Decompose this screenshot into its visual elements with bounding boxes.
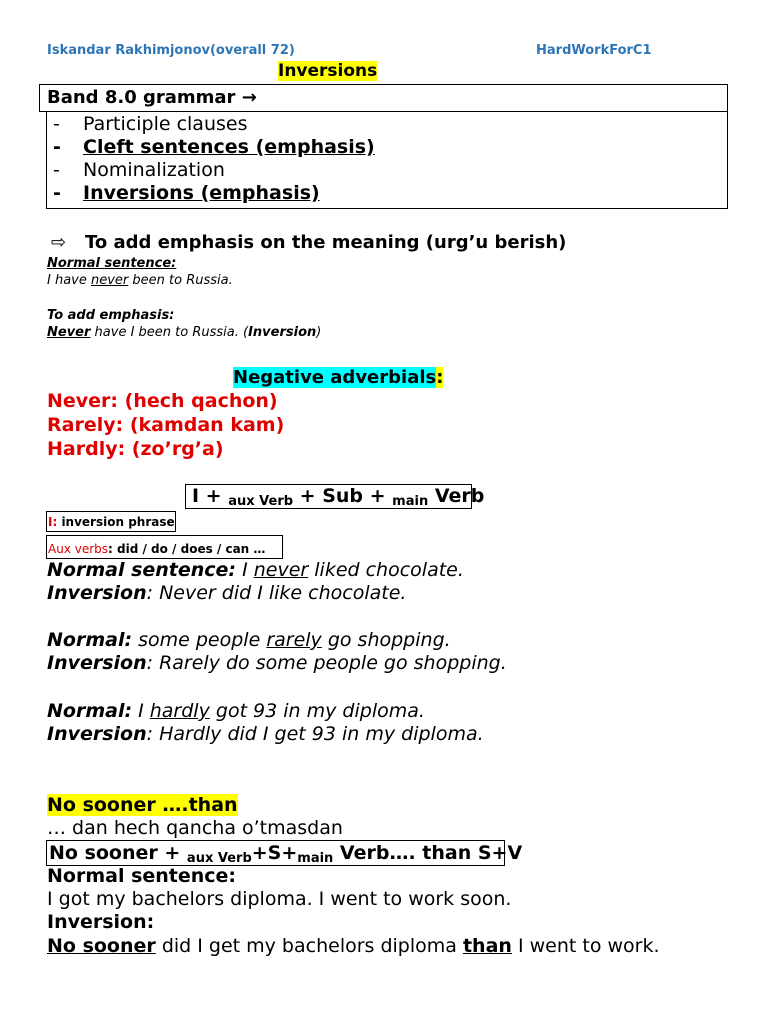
band-heading-box [39,84,728,112]
list-item: - Participle clauses [53,113,248,135]
legend-inversion: I: inversion phrase [48,515,175,529]
pair-inversion-sentence: Inversion: Never did I like chocolate. [47,582,407,604]
no-sooner-translation: … dan hech qancha o’tmasdan [47,817,343,839]
inversion-formula: I + $_{aux Verb}$ + Sub + $_{main}$ Verb [192,485,485,509]
legend-aux-box [46,535,283,559]
legend-inversion-box [46,511,176,532]
no-sooner-inversion-sentence: No sooner did I get my bachelors diploma than I went to work. [47,935,660,957]
author-name: Iskandar Rakhimjonov(overall 72) [47,43,295,58]
normal-sentence-label: Normal sentence: [47,256,177,271]
normal-sentence: I have never been to Russia. [47,273,233,288]
no-sooner-formula-box [46,840,523,866]
adverbial-hardly: Hardly: (zo’rg’a) [47,438,224,460]
list-item: - Inversions (emphasis) [53,182,320,204]
band-list-box [46,111,728,209]
emphasis-label: To add emphasis: [47,308,175,323]
page-title [278,61,377,81]
list-item: - Nominalization [53,159,225,181]
no-sooner-formula: No sooner + $_{aux Verb}+S+_{main}$ Verb…. than S+V [49,842,523,866]
no-sooner-inversion-label: Inversion: [47,911,155,933]
pair-inversion-sentence: Inversion: Rarely do some people go shopping. [47,652,507,674]
adverbial-never: Never: (hech qachon) [47,390,278,412]
legend-aux: Aux verbs: did / do / does / can … [48,542,266,556]
pair-normal-sentence: Normal: I hardly got 93 in my diploma. [47,700,425,722]
no-sooner-heading: No sooner ….than [47,794,238,816]
band-heading: Band 8.0 grammar → [47,87,257,108]
pair-normal-sentence: Normal: some people rarely go shopping. [47,629,451,651]
no-sooner-normal-sentence: I got my bachelors diploma. I went to work soon. [47,888,512,910]
pair-normal-sentence: Normal sentence: I never liked chocolate. [47,559,464,581]
inversion-formula-box [185,484,485,509]
pair-inversion-sentence: Inversion: Hardly did I get 93 in my diploma. [47,723,484,745]
no-sooner-normal-label: Normal sentence: [47,865,237,887]
purpose-line: ⇨ To add emphasis on the meaning (urg’u berish) [51,232,567,253]
arrow-right-icon: ⇨ [51,232,67,253]
negative-adverbials-heading: Negative adverbials: [233,367,444,388]
title-text: Inversions [278,61,378,81]
emphasis-sentence: Never have I been to Russia. (Inversion) [47,325,322,340]
list-item: - Cleft sentences (emphasis) [53,136,375,158]
brand-name: HardWorkForC1 [536,43,652,58]
adverbial-rarely: Rarely: (kamdan kam) [47,414,285,436]
